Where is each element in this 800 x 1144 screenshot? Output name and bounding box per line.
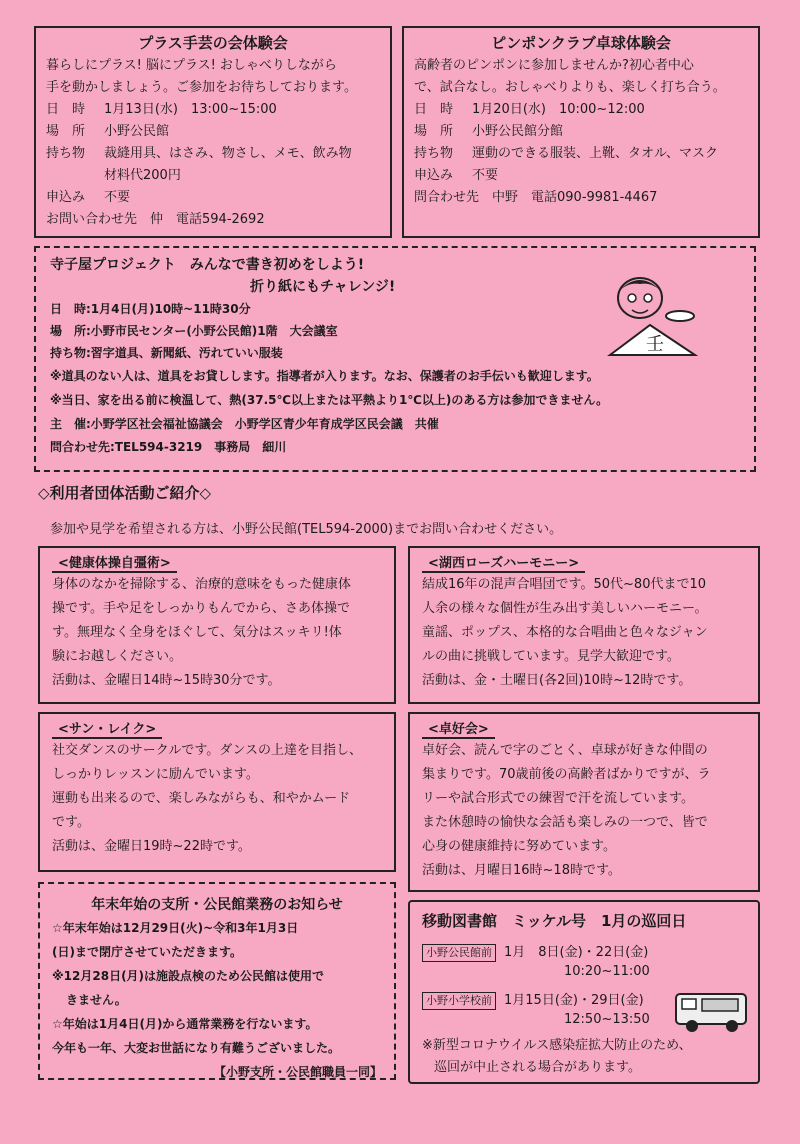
terakoya-place: 場 所:小野市民センター(小野公民館)1階 大会議室 bbox=[50, 324, 338, 338]
pingpong-box bbox=[402, 26, 760, 238]
group-title: <健康体操自彊術> bbox=[52, 552, 177, 573]
plus-club-intro: 手を動かしましょう。ご参加をお待ちしております。 bbox=[46, 80, 357, 95]
group-text: また休憩時の愉快な会話も楽しみの一つで、皆で bbox=[422, 815, 708, 830]
mobile-library-box bbox=[408, 900, 760, 1084]
pingpong-intro: で、試合なし。おしゃべりよりも、楽しく打ち合う。 bbox=[414, 80, 726, 95]
pingpong-contact: 問合わせ先 中野 電話090-9981-4467 bbox=[414, 190, 658, 205]
pingpong-intro: 高齢者のピンポンに参加しませんか?初心者中心 bbox=[414, 58, 694, 73]
group-title: <湖西ローズハーモニー> bbox=[422, 552, 585, 573]
group-text: リーや試合形式での練習で汗を流しています。 bbox=[422, 791, 694, 806]
terakoya-host: 主 催:小野学区社会福祉協議会 小野学区青少年育成学区民会議 共催 bbox=[50, 417, 439, 431]
plus-club-intro: 暮らしにプラス! 脳にプラス! おしゃべりしながら bbox=[46, 58, 337, 73]
terakoya-note: ※道具のない人は、道具をお貸しします。指導者が入ります。なお、保護者のお手伝いも歓迎します。 bbox=[50, 369, 599, 383]
terakoya-note: ※当日、家を出る前に検温して、熱(37.5℃以上または平熱より1℃以上)のある方は参加できません。 bbox=[50, 393, 609, 407]
group-text: 社交ダンスのサークルです。ダンスの上達を目指し、 bbox=[52, 743, 363, 758]
svg-text:壬: 壬 bbox=[646, 334, 664, 355]
group-card-takkokai bbox=[408, 712, 760, 892]
pingpong-title: ピンポンクラブ卓球体験会 bbox=[491, 34, 671, 52]
plus-club-box bbox=[34, 26, 392, 238]
stop-time: 12:50~13:50 bbox=[564, 1012, 650, 1027]
notice-title: 年末年始の支所・公民館業務のお知らせ bbox=[91, 897, 343, 913]
group-activity: 活動は、金曜日19時~22時です。 bbox=[52, 839, 251, 854]
terakoya-contact: 問合わせ先:TEL594-3219 事務局 細川 bbox=[50, 440, 287, 454]
plus-club-contact: お問い合わせ先 仲 電話594-2692 bbox=[46, 212, 265, 227]
groups-heading: ◇利用者団体活動ご紹介◇ bbox=[38, 484, 212, 502]
stop-time: 10:20~11:00 bbox=[564, 964, 650, 979]
notice-signature: 【小野支所・公民館職員一同】 bbox=[213, 1065, 382, 1079]
terakoya-date: 日 時:1月4日(月)10時~11時30分 bbox=[50, 302, 251, 316]
pingpong-date: 日 時 1月20日(水) 10:00~12:00 bbox=[414, 102, 645, 117]
terakoya-items: 持ち物:習字道具、新聞紙、汚れていい服装 bbox=[50, 346, 283, 360]
plus-club-items: 持ち物 裁縫用具、はさみ、物さし、メモ、飲み物 bbox=[46, 146, 352, 161]
notice-line: きません。 bbox=[66, 993, 127, 1007]
group-text: です。 bbox=[52, 815, 90, 830]
group-text: しっかりレッスンに励んでいます。 bbox=[52, 767, 259, 782]
group-text: 童謡、ポップス、本格的な合唱曲と色々なジャン bbox=[422, 625, 708, 640]
group-title: <サン・レイク> bbox=[52, 718, 162, 739]
plus-club-items-2: 材料代200円 bbox=[104, 168, 181, 183]
library-note: 巡回が中止される場合があります。 bbox=[434, 1060, 641, 1075]
group-text: 集まりです。70歳前後の高齢者ばかりですが、ラ bbox=[422, 767, 711, 782]
library-bus-icon bbox=[672, 986, 752, 1036]
notice-line: 今年も一年、大変お世話になり有難うございました。 bbox=[52, 1041, 341, 1055]
notice-line: ☆年始は1月4日(月)から通常業務を行ないます。 bbox=[52, 1017, 318, 1031]
stop-tag: 小野小学校前 bbox=[422, 992, 496, 1010]
group-title: <卓好会> bbox=[422, 718, 495, 739]
group-text: 身体のなかを掃除する、治療的意味をもった健康体 bbox=[52, 577, 352, 592]
terakoya-subtitle: 折り紙にもチャレンジ! bbox=[250, 279, 396, 295]
group-text: 運動も出来るので、楽しみながらも、和やかムード bbox=[52, 791, 351, 806]
group-text: 人余の様々な個性が生み出す美しいハーモニー。 bbox=[422, 601, 708, 616]
group-card-konan bbox=[408, 546, 760, 704]
pingpong-apply: 申込み 不要 bbox=[414, 168, 499, 183]
terakoya-title: 寺子屋プロジェクト みんなで書き初めをしよう! bbox=[50, 257, 365, 273]
group-activity: 活動は、金・土曜日(各2回)10時~12時です。 bbox=[422, 673, 692, 688]
group-text: 結成16年の混声合唱団です。50代~80代まで10 bbox=[422, 577, 707, 592]
group-text: ルの曲に挑戦しています。見学大歓迎です。 bbox=[422, 649, 680, 664]
group-text: 心身の健康維持に努めています。 bbox=[422, 839, 616, 854]
group-text: す。無理なく全身をほぐして、気分はスッキリ!体 bbox=[52, 625, 342, 640]
library-stop-2: 小野小学校前 1月15日(金)・29日(金) bbox=[422, 991, 746, 1011]
group-card-sunlake bbox=[38, 712, 396, 872]
notice-line: (日)まで閉庁させていただきます。 bbox=[52, 945, 243, 959]
calligraphy-kid-illustration bbox=[600, 270, 710, 360]
library-stop-1: 小野公民館前 1月 8日(金)・22日(金) bbox=[422, 943, 746, 963]
group-activity: 活動は、月曜日16時~18時です。 bbox=[422, 863, 621, 878]
notice-line: ☆年末年始は12月29日(火)~令和3年1月3日 bbox=[52, 921, 299, 935]
pingpong-items: 持ち物 運動のできる服装、上靴、タオル、マスク bbox=[414, 146, 718, 161]
stop-tag: 小野公民館前 bbox=[422, 944, 496, 962]
terakoya-box bbox=[34, 246, 756, 472]
group-activity: 活動は、金曜日14時~15時30分です。 bbox=[52, 673, 281, 688]
notice-line: ※12月28日(月)は施設点検のため公民館は使用で bbox=[52, 969, 325, 983]
group-card-kenko bbox=[38, 546, 396, 704]
plus-club-place: 場 所 小野公民館 bbox=[46, 124, 170, 139]
groups-intro: 参加や見学を希望される方は、小野公民館(TEL594-2000)までお問い合わせください。 bbox=[50, 522, 563, 537]
library-note: ※新型コロナウイルス感染症拡大防止のため、 bbox=[422, 1038, 692, 1053]
group-text: 卓好会、読んで字のごとく、卓球が好きな仲間の bbox=[422, 743, 708, 758]
group-text: 操です。手や足をしっかりもんでから、さあ体操で bbox=[52, 601, 350, 616]
library-title: 移動図書館 ミッケル号 1月の巡回日 bbox=[422, 912, 687, 930]
pingpong-place: 場 所 小野公民館分館 bbox=[414, 124, 564, 139]
plus-club-title: プラス手芸の会体験会 bbox=[138, 34, 288, 52]
year-end-notice bbox=[38, 882, 396, 1080]
plus-club-date: 日 時 1月13日(水) 13:00~15:00 bbox=[46, 102, 277, 117]
plus-club-apply: 申込み 不要 bbox=[46, 190, 131, 205]
group-text: 験にお越しください。 bbox=[52, 649, 183, 664]
